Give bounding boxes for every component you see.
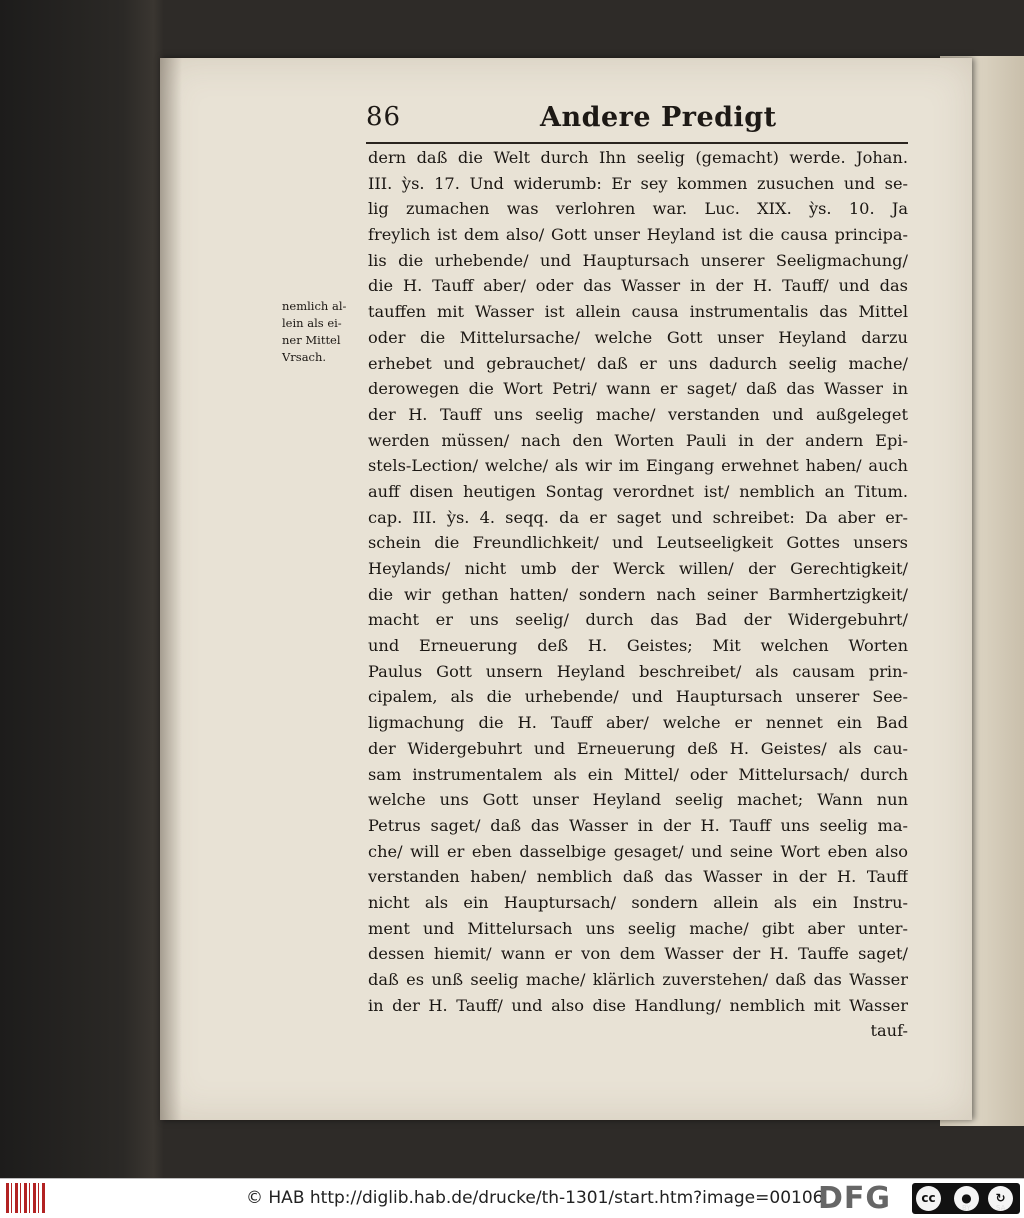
text-line: macht er uns seelig/ durch das Bad der Widergebuhrt/ [368,610,908,630]
text-line: dessen hiemit/ wann er von dem Wasser der H. Tauffe saget/ [368,944,908,964]
page-number: 86 [366,102,402,132]
main-text-block [368,145,908,1044]
text-line: dern daß die Welt durch Ihn seelig (gemacht) werde. Johan. [368,148,908,167]
text-line: lig zumachen was verlohren war. Luc. XIX. ỳs. 10. Ja [368,199,908,219]
text-line: che/ will er eben dasselbige gesaget/ und seine Wort eben also [368,841,908,861]
margin-note-line: ner Mittel [282,333,341,347]
header-rule [366,142,908,144]
margin-note-line: nemlich al- [282,299,347,313]
text-line: der H. Tauff uns seelig mache/ verstanden und außgeleget [368,404,908,424]
text-line: sam instrumentalem als ein Mittel/ oder Mittelursach/ durch [368,764,908,784]
cc-icon: cc [916,1186,941,1211]
margin-note-line: lein als ei- [282,316,342,330]
text-line: daß es unß seelig mache/ klärlich zuverstehen/ daß das Wasser [368,970,908,989]
text-line: ment und Mittelursach uns seelig mache/ gibt aber unter- [368,918,908,938]
text-line: cipalem, als die urhebende/ und Hauptursach unserer See- [368,687,908,707]
text-line: stels-Lection/ welche/ als wir im Eingang erwehnet haben/ auch [368,456,908,476]
text-line: Heylands/ nicht umb der Werck willen/ der Gerechtigkeit/ [368,559,908,578]
text-line: cap. III. ỳs. 4. seqq. da er saget und schreibet: Da aber er- [368,507,908,527]
creative-commons-badge[interactable] [912,1183,1020,1214]
sa-label: SA [996,1204,1006,1212]
text-line: nicht als ein Hauptursach/ sondern allein als ein Instru- [368,892,908,912]
by-person-icon: ● [954,1186,979,1211]
text-line: tauf- [870,1021,908,1041]
viewer-footer [0,1178,1024,1218]
dfg-logo: DFG [818,1181,892,1216]
text-line: werden müssen/ nach den Worten Pauli in der andern Epi- [368,430,908,450]
text-line: freylich ist dem also/ Gott unser Heyland ist die causa principa- [368,225,908,245]
margin-note-line: Vrsach. [282,350,327,364]
text-line: auff disen heutigen Sontag verordnet ist/ nemblich an Titum. [368,481,908,501]
text-line: III. ỳs. 17. Und widerumb: Er sey kommen zusuchen und se- [368,173,908,193]
library-barcode-icon [6,1183,46,1213]
text-line: lis die urhebende/ und Hauptursach unserer Seeligmachung/ [368,250,908,270]
copyright-url: © HAB http://diglib.hab.de/drucke/th-1301/start.htm?image=00106 [246,1188,824,1208]
margin-note [282,298,366,366]
text-line: der Widergebuhrt und Erneuerung deß H. Geistes/ als cau- [368,738,908,758]
share-alike-icon: ↻ [988,1186,1013,1211]
text-line: oder die Mittelursache/ welche Gott unser Heyland darzu [368,327,908,347]
text-line: erhebet und gebrauchet/ daß er uns dadurch seelig mache/ [368,353,908,373]
text-line: schein die Freundlichkeit/ und Leutseeligkeit Gottes unsers [368,533,908,553]
text-line: welche uns Gott unser Heyland seelig machet; Wann nun [368,790,908,810]
text-line: in der H. Tauff/ und also dise Handlung/ nemblich mit Wasser [368,995,908,1015]
text-line: und Erneuerung deß H. Geistes; Mit welchen Worten [368,636,908,656]
text-line: Petrus saget/ daß das Wasser in der H. Tauff uns seelig ma- [368,815,908,835]
running-head: Andere Predigt [540,102,777,133]
text-line: die H. Tauff aber/ oder das Wasser in der H. Tauff/ und das [368,276,908,296]
book-page [160,58,972,1120]
text-line: die wir gethan hatten/ sondern nach seiner Barmhertzigkeit/ [368,584,908,604]
by-label: BY [962,1204,971,1212]
text-line: derowegen die Wort Petri/ wann er saget/ daß das Wasser in [368,379,908,399]
text-line: ligmachung die H. Tauff aber/ welche er nennet ein Bad [368,713,908,733]
text-line: tauffen mit Wasser ist allein causa instrumentalis das Mittel [368,302,908,322]
text-line: Paulus Gott unsern Heyland beschreibet/ als causam prin- [368,661,908,681]
text-line: verstanden haben/ nemblich daß das Wasser in der H. Tauff [368,867,908,887]
